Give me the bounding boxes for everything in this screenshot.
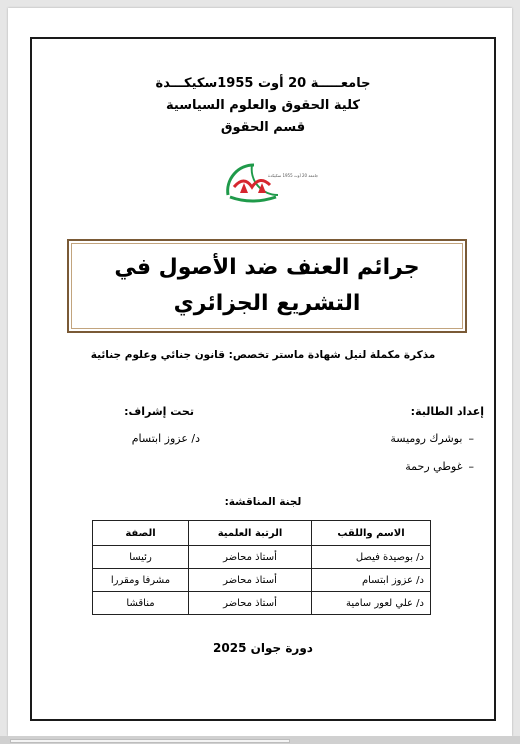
member-role: مشرفا ومقررا (93, 569, 189, 592)
student-item (405, 460, 474, 473)
supervision-label: تحت إشراف: (124, 405, 194, 418)
table-row (93, 592, 431, 615)
table-header-row (93, 521, 431, 546)
column-header-role: الصفة (93, 521, 189, 546)
university-name: جامعـــــة 20 أوت 1955سكيكـــدة (155, 76, 371, 91)
member-name: د/ عزوز ابتسام (312, 569, 431, 592)
list-dash: – (468, 432, 474, 445)
table-row (93, 546, 431, 569)
list-dash: – (468, 460, 474, 473)
university-logo-icon (218, 153, 319, 207)
member-rank: أستاذ محاضر (189, 592, 312, 615)
member-role: مناقشا (93, 592, 189, 615)
committee-table (92, 520, 431, 615)
student-name: بوشرك روميسة (390, 432, 463, 445)
member-rank: أستاذ محاضر (189, 569, 312, 592)
document-page (8, 8, 512, 736)
member-rank: أستاذ محاضر (189, 546, 312, 569)
logo-caption: جامعة 20 أوت 1955 سكيكدة (268, 173, 319, 178)
scrollbar-thumb[interactable] (10, 739, 290, 743)
supervisor-name: د/ عزوز ابتسام (131, 432, 200, 445)
horizontal-scrollbar[interactable] (0, 736, 520, 744)
member-name: د/ علي لعور سامية (312, 592, 431, 615)
thesis-title-box (67, 239, 467, 333)
session-date: دورة جوان 2025 (213, 641, 313, 655)
page-border-frame (30, 37, 496, 721)
member-role: رئيسا (93, 546, 189, 569)
committee-label: لجنة المناقشة: (224, 496, 302, 508)
student-item (390, 432, 474, 445)
department-name: قسم الحقوق (220, 120, 306, 135)
university-logo-graphic (218, 153, 319, 207)
column-header-rank: الرتبة العلمية (189, 521, 312, 546)
member-name: د/ بوصيدة فيصل (312, 546, 431, 569)
table-row (93, 569, 431, 592)
student-name: غوطي رحمة (405, 460, 463, 473)
prepared-by-label: إعداد الطالبة: (410, 405, 484, 418)
thesis-title: جرائم العنف ضد الأصول في التشريع الجزائري (71, 243, 463, 329)
memo-subtitle: مذكرة مكملة لنيل شهادة ماستر تخصص: قانون جنائي وعلوم جنائية (90, 349, 436, 361)
column-header-name: الاسم واللقب (312, 521, 431, 546)
faculty-name: كلية الحقوق والعلوم السياسية (166, 98, 360, 113)
